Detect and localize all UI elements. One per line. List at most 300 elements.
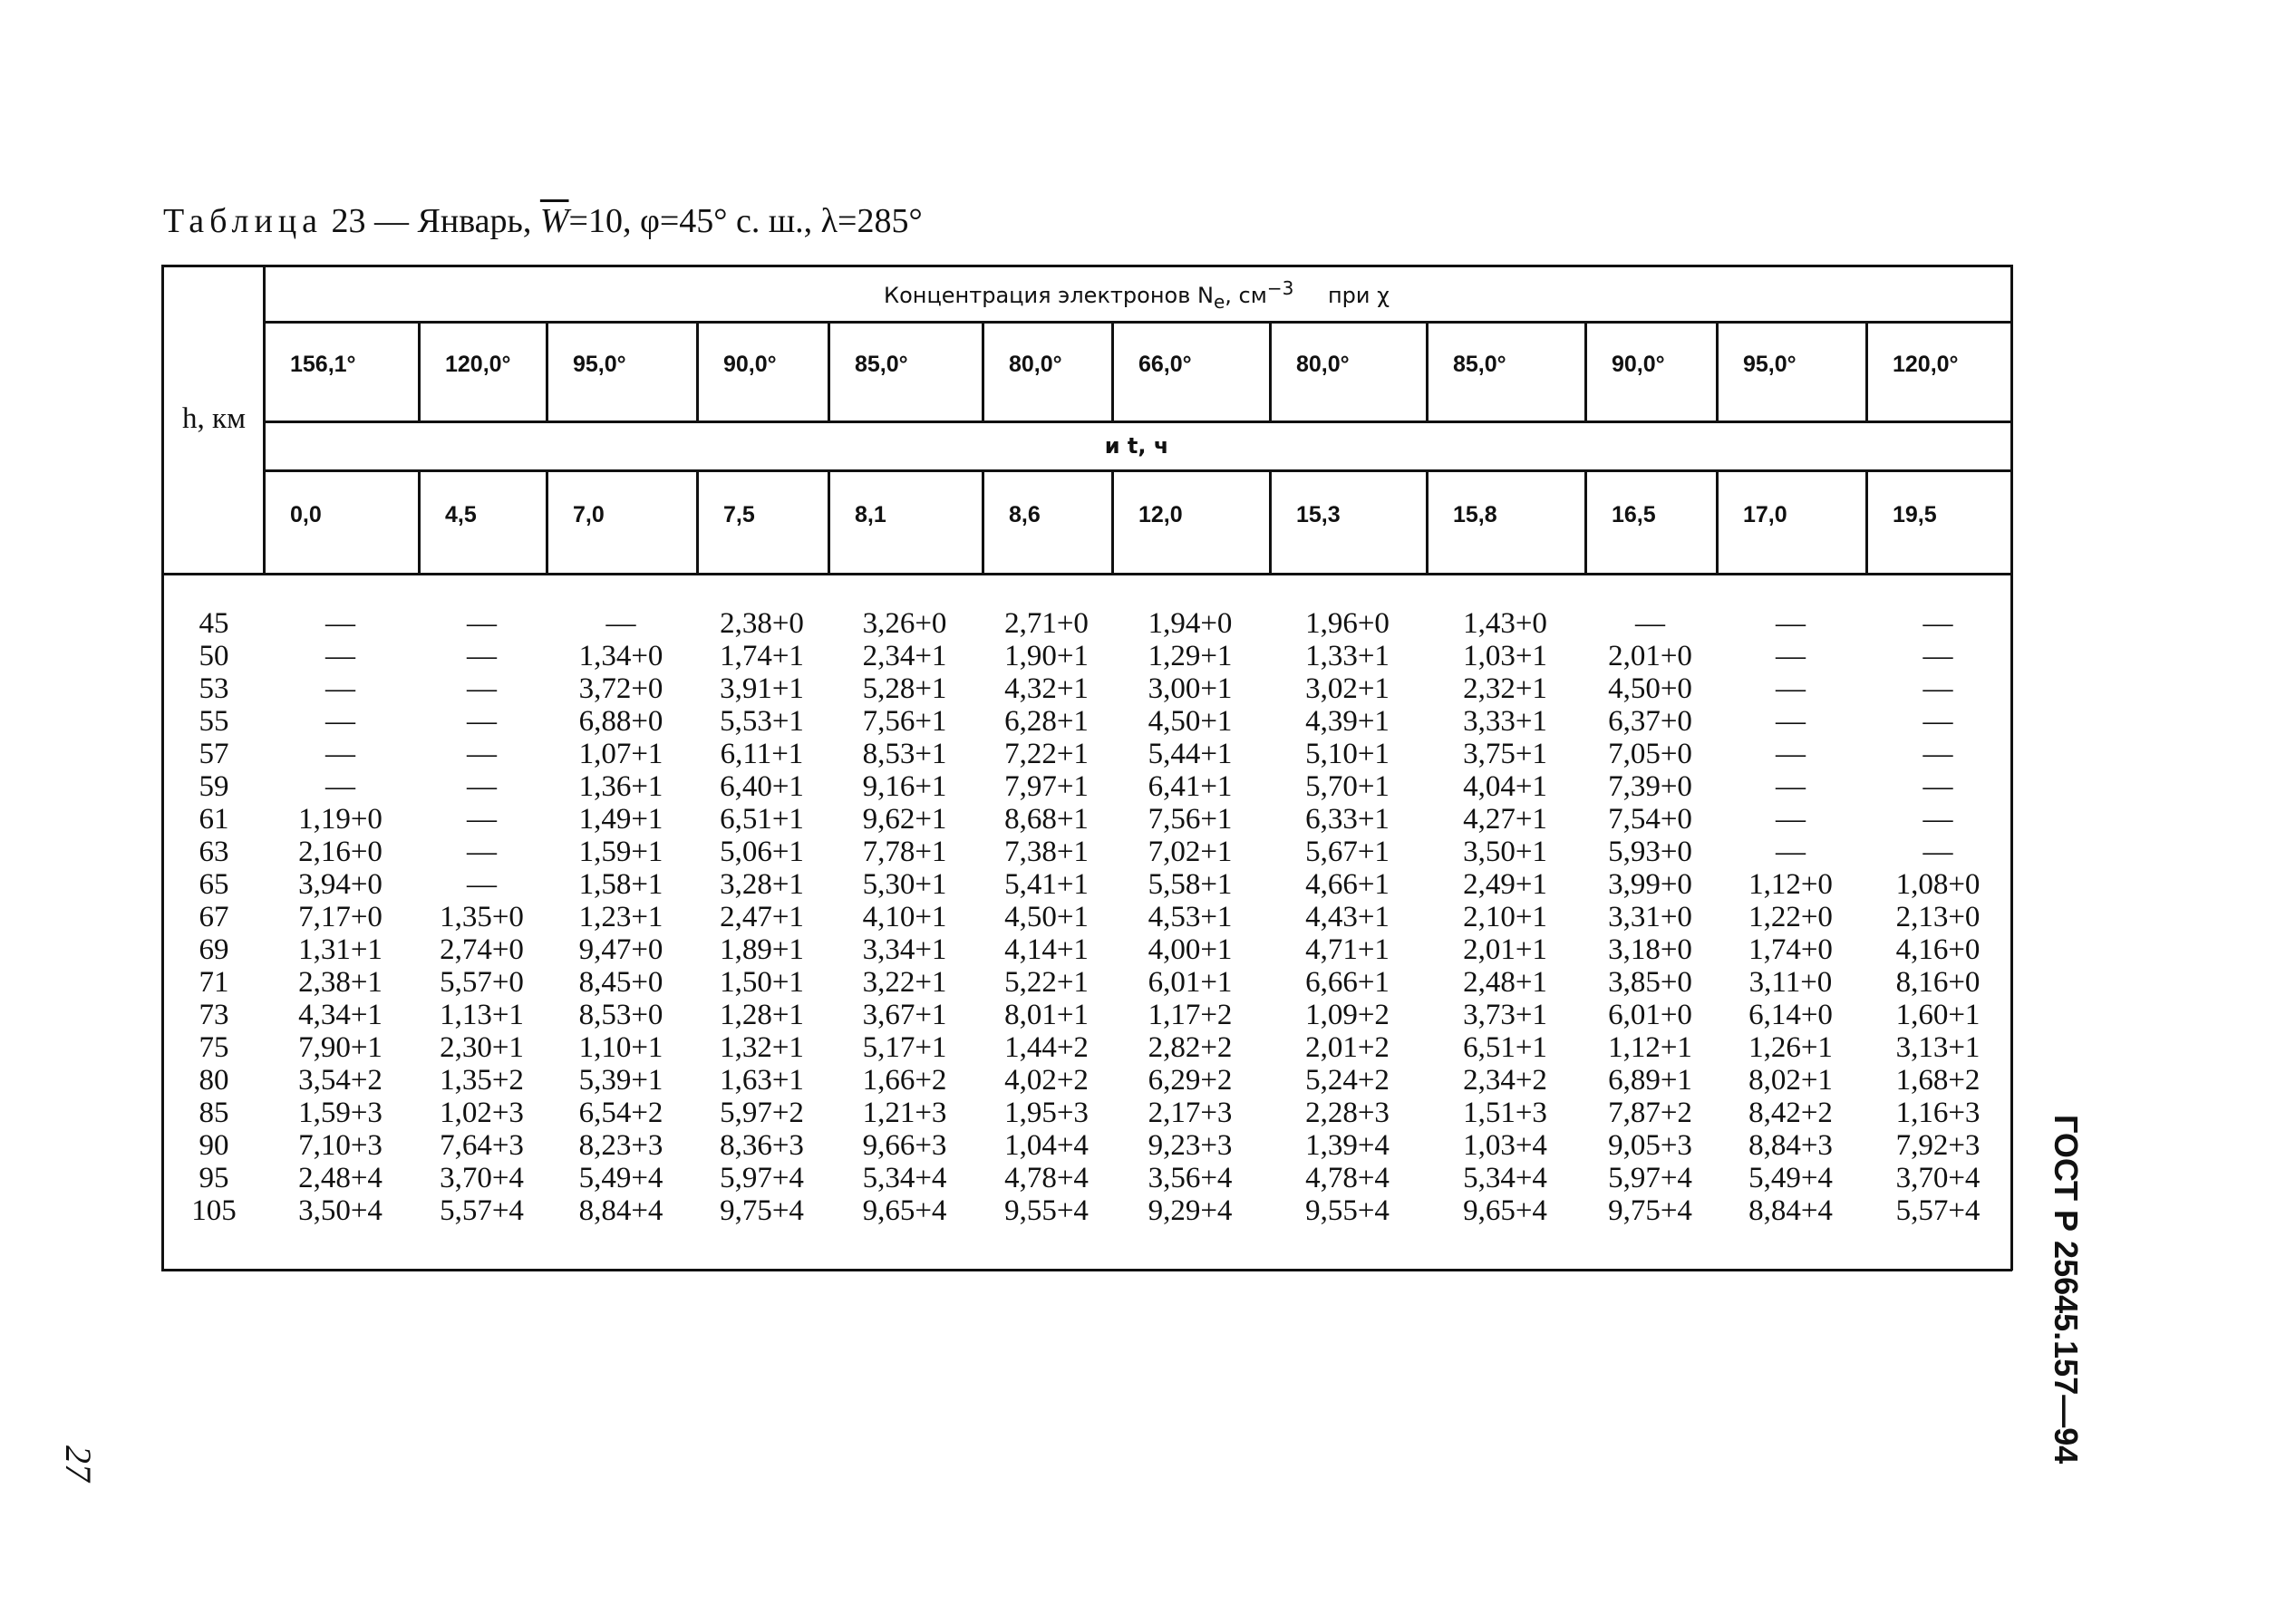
column-rule: [1269, 471, 1272, 573]
table-cell: 4,50+1: [1004, 901, 1089, 933]
table-cell: 1,31+1: [298, 933, 383, 966]
table-cell: 5,34+4: [862, 1162, 947, 1194]
column-rule: [1865, 471, 1868, 573]
t-header-cell: 19,5: [1893, 502, 1937, 527]
page-number: 27: [58, 1445, 99, 1482]
table-cell: 9,65+4: [862, 1194, 947, 1227]
table-cell: 3,28+1: [720, 868, 804, 901]
electron-concentration-table: [161, 265, 2012, 1271]
table-cell: 6,51+1: [720, 803, 804, 836]
table-cell: —: [1776, 705, 1806, 738]
chi-header-cell: 85,0°: [1453, 352, 1506, 377]
table-cell: 2,01+0: [1608, 640, 1692, 672]
table-cell: 5,57+4: [1895, 1194, 1981, 1227]
t-header-cell: 0,0: [290, 502, 322, 527]
table-cell: —: [1776, 803, 1806, 836]
table-cell: 1,12+0: [1748, 868, 1833, 901]
row-height-value: 57: [199, 738, 229, 770]
table-cell: 1,51+3: [1463, 1097, 1547, 1129]
row-height-value: 61: [199, 803, 229, 836]
table-cell: 1,29+1: [1148, 640, 1233, 672]
table-left-rule: [161, 265, 164, 1271]
table-cell: 3,73+1: [1463, 999, 1547, 1031]
table-cell: 2,47+1: [720, 901, 804, 933]
table-cell: —: [325, 640, 355, 672]
column-rule: [546, 323, 548, 420]
table-cell: 9,75+4: [1608, 1194, 1692, 1227]
table-cell: —: [467, 640, 497, 672]
table-cell: 5,67+1: [1305, 836, 1390, 868]
chi-header-cell: 90,0°: [1612, 352, 1665, 377]
table-cell: 7,10+3: [298, 1129, 383, 1162]
row-height-value: 105: [191, 1194, 237, 1227]
table-cell: 4,02+2: [1004, 1064, 1089, 1097]
table-cell: 8,53+1: [862, 738, 947, 770]
table-cell: 1,07+1: [578, 738, 663, 770]
column-rule: [1716, 323, 1719, 420]
row-height-value: 45: [199, 607, 229, 640]
t-header-cell: 15,8: [1453, 502, 1497, 527]
table-cell: 8,36+3: [720, 1129, 804, 1162]
row-height-value: 59: [199, 770, 229, 803]
table-cell: 2,82+2: [1148, 1031, 1233, 1064]
table-cell: 3,50+1: [1463, 836, 1547, 868]
table-cell: 6,89+1: [1608, 1064, 1692, 1097]
column-rule: [696, 471, 699, 573]
table-cell: 6,14+0: [1748, 999, 1833, 1031]
table-cell: 7,56+1: [862, 705, 947, 738]
t-header-cell: 15,3: [1296, 502, 1341, 527]
chi-row-rule: [263, 420, 2010, 423]
table-cell: —: [467, 672, 497, 705]
caption-label: Таблица: [163, 202, 324, 240]
t-header-cell: 12,0: [1138, 502, 1183, 527]
table-cell: 3,31+0: [1608, 901, 1692, 933]
table-cell: 1,09+2: [1305, 999, 1390, 1031]
table-cell: 8,23+3: [578, 1129, 663, 1162]
row-height-value: 69: [199, 933, 229, 966]
table-cell: 5,93+0: [1608, 836, 1692, 868]
table-cell: 5,97+2: [720, 1097, 804, 1129]
table-cell: 6,28+1: [1004, 705, 1089, 738]
table-cell: 7,05+0: [1608, 738, 1692, 770]
table-cell: 9,62+1: [862, 803, 947, 836]
table-cell: 3,94+0: [298, 868, 383, 901]
table-cell: 8,45+0: [578, 966, 663, 999]
caption-w-symbol: $\overline{W}$: [539, 202, 569, 240]
table-cell: 8,84+3: [1748, 1129, 1833, 1162]
table-cell: 2,71+0: [1004, 607, 1089, 640]
table-cell: 2,13+0: [1895, 901, 1981, 933]
table-cell: 1,19+0: [298, 803, 383, 836]
table-cell: 5,57+4: [440, 1194, 524, 1227]
chi-header-cell: 95,0°: [1743, 352, 1797, 377]
concentration-exponent: −3: [1266, 277, 1294, 299]
table-cell: 2,49+1: [1463, 868, 1547, 901]
table-cell: 1,68+2: [1895, 1064, 1981, 1097]
table-cell: 5,41+1: [1004, 868, 1089, 901]
table-cell: —: [467, 836, 497, 868]
h-column-header: h, км: [182, 402, 246, 435]
table-cell: 1,26+1: [1748, 1031, 1833, 1064]
table-cell: 9,16+1: [862, 770, 947, 803]
table-right-rule: [2010, 265, 2013, 1271]
table-cell: 2,28+3: [1305, 1097, 1390, 1129]
column-rule: [1111, 471, 1114, 573]
column-rule: [982, 323, 984, 420]
table-cell: 9,65+4: [1463, 1194, 1547, 1227]
table-cell: —: [467, 868, 497, 901]
table-cell: 6,11+1: [720, 738, 804, 770]
table-cell: 6,41+1: [1148, 770, 1233, 803]
table-cell: 7,97+1: [1004, 770, 1089, 803]
table-cell: 8,84+4: [578, 1194, 663, 1227]
row-height-value: 75: [199, 1031, 229, 1064]
document-code: ГОСТ Р 25645.157—94: [2048, 1115, 2085, 1464]
row-height-value: 71: [199, 966, 229, 999]
table-cell: 6,54+2: [578, 1097, 663, 1129]
table-cell: 1,59+3: [298, 1097, 383, 1129]
row-height-value: 90: [199, 1129, 229, 1162]
column-rule: [1426, 471, 1429, 573]
concentration-header-rule: [263, 321, 2010, 324]
table-cell: 1,10+1: [578, 1031, 663, 1064]
table-cell: 1,12+1: [1608, 1031, 1692, 1064]
column-rule: [1584, 323, 1587, 420]
caption-number: 23 — Январь,: [331, 202, 532, 240]
table-cell: 7,02+1: [1148, 836, 1233, 868]
table-cell: 1,13+1: [440, 999, 524, 1031]
table-cell: 2,38+1: [298, 966, 383, 999]
table-cell: 7,54+0: [1608, 803, 1692, 836]
table-cell: 1,08+0: [1895, 868, 1981, 901]
table-cell: 9,47+0: [578, 933, 663, 966]
table-cell: 1,59+1: [578, 836, 663, 868]
column-rule: [828, 471, 830, 573]
t-header-cell: 8,1: [855, 502, 886, 527]
table-cell: 7,22+1: [1004, 738, 1089, 770]
table-cell: 2,16+0: [298, 836, 383, 868]
table-cell: 1,03+1: [1463, 640, 1547, 672]
concentration-subscript: e: [1213, 290, 1225, 313]
concentration-header: [263, 277, 2010, 313]
column-rule: [1584, 471, 1587, 573]
table-cell: 2,10+1: [1463, 901, 1547, 933]
table-cell: —: [325, 705, 355, 738]
table-cell: 2,48+4: [298, 1162, 383, 1194]
table-cell: 9,66+3: [862, 1129, 947, 1162]
table-cell: 3,70+4: [1895, 1162, 1981, 1194]
row-height-value: 63: [199, 836, 229, 868]
table-cell: 4,00+1: [1148, 933, 1233, 966]
table-cell: 1,63+1: [720, 1064, 804, 1097]
table-cell: —: [325, 738, 355, 770]
table-cell: 5,53+1: [720, 705, 804, 738]
table-cell: 8,01+1: [1004, 999, 1089, 1031]
table-cell: 3,99+0: [1608, 868, 1692, 901]
table-cell: 5,24+2: [1305, 1064, 1390, 1097]
table-cell: 4,39+1: [1305, 705, 1390, 738]
table-cell: 4,14+1: [1004, 933, 1089, 966]
chi-header-cell: 80,0°: [1296, 352, 1350, 377]
table-cell: —: [1776, 770, 1806, 803]
table-cell: 1,94+0: [1148, 607, 1233, 640]
table-cell: 6,01+0: [1608, 999, 1692, 1031]
table-cell: 3,18+0: [1608, 933, 1692, 966]
table-cell: 3,26+0: [862, 607, 947, 640]
table-cell: 7,78+1: [862, 836, 947, 868]
table-cell: 3,75+1: [1463, 738, 1547, 770]
column-rule: [418, 471, 421, 573]
table-cell: 2,17+3: [1148, 1097, 1233, 1129]
table-cell: 4,32+1: [1004, 672, 1089, 705]
table-cell: 6,33+1: [1305, 803, 1390, 836]
t-header-cell: 17,0: [1743, 502, 1787, 527]
table-cell: 9,29+4: [1148, 1194, 1233, 1227]
chi-header-cell: 120,0°: [445, 352, 511, 377]
chi-header-cell: 85,0°: [855, 352, 908, 377]
table-cell: 3,00+1: [1148, 672, 1233, 705]
table-cell: 8,53+0: [578, 999, 663, 1031]
chi-header-cell: 90,0°: [723, 352, 777, 377]
table-cell: 1,35+2: [440, 1064, 524, 1097]
caption-rest: =10, φ=45° с. ш., λ=285°: [568, 202, 923, 240]
table-cell: 5,17+1: [862, 1031, 947, 1064]
column-rule: [828, 323, 830, 420]
table-cell: 5,44+1: [1148, 738, 1233, 770]
table-cell: —: [1776, 738, 1806, 770]
table-cell: —: [1635, 607, 1665, 640]
table-cell: 1,17+2: [1148, 999, 1233, 1031]
table-cell: 1,02+3: [440, 1097, 524, 1129]
table-cell: 7,17+0: [298, 901, 383, 933]
t-header: и t, ч: [1104, 433, 1169, 459]
table-cell: 1,49+1: [578, 803, 663, 836]
row-height-value: 80: [199, 1064, 229, 1097]
t-header-cell: 16,5: [1612, 502, 1656, 527]
table-cell: 5,06+1: [720, 836, 804, 868]
table-cell: 8,42+2: [1748, 1097, 1833, 1129]
table-cell: 3,13+1: [1895, 1031, 1981, 1064]
table-cell: 3,67+1: [862, 999, 947, 1031]
table-cell: 1,32+1: [720, 1031, 804, 1064]
table-cell: 2,74+0: [440, 933, 524, 966]
table-cell: —: [467, 803, 497, 836]
table-cell: 5,49+4: [578, 1162, 663, 1194]
table-cell: 1,43+0: [1463, 607, 1547, 640]
table-cell: 3,22+1: [862, 966, 947, 999]
concentration-label: Концентрация электронов N: [884, 283, 1214, 308]
table-cell: 2,32+1: [1463, 672, 1547, 705]
table-cell: 9,23+3: [1148, 1129, 1233, 1162]
table-cell: 8,84+4: [1748, 1194, 1833, 1227]
column-rule: [1716, 471, 1719, 573]
table-cell: 3,70+4: [440, 1162, 524, 1194]
table-cell: 7,39+0: [1608, 770, 1692, 803]
table-cell: 1,04+4: [1004, 1129, 1089, 1162]
row-height-value: 67: [199, 901, 229, 933]
table-cell: —: [1922, 672, 1953, 705]
table-cell: 6,01+1: [1148, 966, 1233, 999]
table-cell: 5,70+1: [1305, 770, 1390, 803]
row-height-value: 85: [199, 1097, 229, 1129]
column-rule: [982, 471, 984, 573]
table-cell: —: [1776, 672, 1806, 705]
table-cell: 5,97+4: [720, 1162, 804, 1194]
table-cell: 7,56+1: [1148, 803, 1233, 836]
column-rule: [1269, 323, 1272, 420]
table-cell: 9,55+4: [1305, 1194, 1390, 1227]
table-cell: 4,04+1: [1463, 770, 1547, 803]
table-cell: 9,55+4: [1004, 1194, 1089, 1227]
table-cell: 2,01+2: [1305, 1031, 1390, 1064]
table-cell: 8,68+1: [1004, 803, 1089, 836]
row-height-value: 65: [199, 868, 229, 901]
table-cell: 7,64+3: [440, 1129, 524, 1162]
table-cell: 1,50+1: [720, 966, 804, 999]
table-cell: 1,96+0: [1305, 607, 1390, 640]
table-cell: 9,05+3: [1608, 1129, 1692, 1162]
table-cell: 1,58+1: [578, 868, 663, 901]
table-cell: 3,56+4: [1148, 1162, 1233, 1194]
chi-header-cell: 66,0°: [1138, 352, 1192, 377]
table-cell: —: [467, 705, 497, 738]
table-cell: 8,16+0: [1895, 966, 1981, 999]
chi-header-cell: 156,1°: [290, 352, 356, 377]
table-cell: 4,34+1: [298, 999, 383, 1031]
table-cell: —: [1776, 607, 1806, 640]
table-cell: 1,66+2: [862, 1064, 947, 1097]
table-cell: 5,10+1: [1305, 738, 1390, 770]
table-cell: —: [1776, 640, 1806, 672]
table-cell: —: [325, 607, 355, 640]
t-header-cell: 4,5: [445, 502, 477, 527]
chi-header-cell: 120,0°: [1893, 352, 1959, 377]
column-rule: [1426, 323, 1429, 420]
table-cell: 5,49+4: [1748, 1162, 1833, 1194]
table-cell: —: [1922, 705, 1953, 738]
table-cell: 5,34+4: [1463, 1162, 1547, 1194]
row-height-value: 53: [199, 672, 229, 705]
table-cell: 8,02+1: [1748, 1064, 1833, 1097]
table-cell: 3,34+1: [862, 933, 947, 966]
table-cell: 4,10+1: [862, 901, 947, 933]
t-header-cell: 7,5: [723, 502, 755, 527]
table-cell: 4,78+4: [1004, 1162, 1089, 1194]
table-cell: —: [467, 607, 497, 640]
table-cell: 3,85+0: [1608, 966, 1692, 999]
chi-header-cell: 80,0°: [1009, 352, 1062, 377]
table-cell: 1,22+0: [1748, 901, 1833, 933]
table-cell: —: [1922, 836, 1953, 868]
column-rule: [1865, 323, 1868, 420]
concentration-condition: при χ: [1327, 283, 1390, 308]
table-bottom-rule: [161, 1269, 2012, 1271]
table-cell: 1,16+3: [1895, 1097, 1981, 1129]
table-cell: 1,35+0: [440, 901, 524, 933]
table-cell: 6,29+2: [1148, 1064, 1233, 1097]
table-cell: 1,36+1: [578, 770, 663, 803]
table-cell: 5,30+1: [862, 868, 947, 901]
row-height-value: 73: [199, 999, 229, 1031]
table-cell: 2,30+1: [440, 1031, 524, 1064]
table-cell: 1,44+2: [1004, 1031, 1089, 1064]
table-cell: 4,66+1: [1305, 868, 1390, 901]
t-header-cell: 7,0: [573, 502, 605, 527]
table-cell: —: [1922, 770, 1953, 803]
table-cell: 5,58+1: [1148, 868, 1233, 901]
table-cell: 4,50+1: [1148, 705, 1233, 738]
table-cell: 1,60+1: [1895, 999, 1981, 1031]
table-cell: 3,02+1: [1305, 672, 1390, 705]
table-cell: —: [1922, 607, 1953, 640]
table-cell: —: [1922, 803, 1953, 836]
table-cell: 1,74+1: [720, 640, 804, 672]
table-cell: 9,75+4: [720, 1194, 804, 1227]
table-cell: 7,87+2: [1608, 1097, 1692, 1129]
table-cell: 3,33+1: [1463, 705, 1547, 738]
table-cell: 1,39+4: [1305, 1129, 1390, 1162]
table-cell: 4,50+0: [1608, 672, 1692, 705]
table-cell: —: [1776, 836, 1806, 868]
table-cell: 3,91+1: [720, 672, 804, 705]
table-cell: —: [1922, 640, 1953, 672]
table-cell: 1,28+1: [720, 999, 804, 1031]
table-cell: 4,16+0: [1895, 933, 1981, 966]
table-cell: 5,97+4: [1608, 1162, 1692, 1194]
table-cell: 6,40+1: [720, 770, 804, 803]
table-cell: 1,95+3: [1004, 1097, 1089, 1129]
table-cell: 1,74+0: [1748, 933, 1833, 966]
table-cell: 1,89+1: [720, 933, 804, 966]
table-cell: 7,38+1: [1004, 836, 1089, 868]
column-rule: [1111, 323, 1114, 420]
column-rule: [696, 323, 699, 420]
table-cell: 3,11+0: [1748, 966, 1833, 999]
table-cell: 1,23+1: [578, 901, 663, 933]
table-cell: 1,34+0: [578, 640, 663, 672]
row-height-value: 50: [199, 640, 229, 672]
table-cell: 3,54+2: [298, 1064, 383, 1097]
table-cell: 3,50+4: [298, 1194, 383, 1227]
row-height-value: 95: [199, 1162, 229, 1194]
table-cell: 1,03+4: [1463, 1129, 1547, 1162]
table-cell: 4,27+1: [1463, 803, 1547, 836]
table-cell: —: [467, 738, 497, 770]
table-cell: 4,78+4: [1305, 1162, 1390, 1194]
table-cell: 6,66+1: [1305, 966, 1390, 999]
table-cell: 2,34+1: [862, 640, 947, 672]
table-top-rule: [161, 265, 2012, 267]
header-bottom-rule: [161, 573, 2012, 575]
table-cell: —: [325, 672, 355, 705]
chi-header-cell: 95,0°: [573, 352, 626, 377]
table-cell: 7,92+3: [1895, 1129, 1981, 1162]
table-cell: 7,90+1: [298, 1031, 383, 1064]
table-caption: [163, 201, 923, 241]
column-rule: [546, 471, 548, 573]
table-cell: 3,72+0: [578, 672, 663, 705]
table-cell: 2,34+2: [1463, 1064, 1547, 1097]
table-cell: 5,39+1: [578, 1064, 663, 1097]
column-rule: [418, 323, 421, 420]
concentration-unit: , см: [1225, 283, 1267, 308]
table-cell: 4,43+1: [1305, 901, 1390, 933]
table-cell: 1,21+3: [862, 1097, 947, 1129]
table-cell: 5,57+0: [440, 966, 524, 999]
table-cell: 2,01+1: [1463, 933, 1547, 966]
table-cell: 4,71+1: [1305, 933, 1390, 966]
